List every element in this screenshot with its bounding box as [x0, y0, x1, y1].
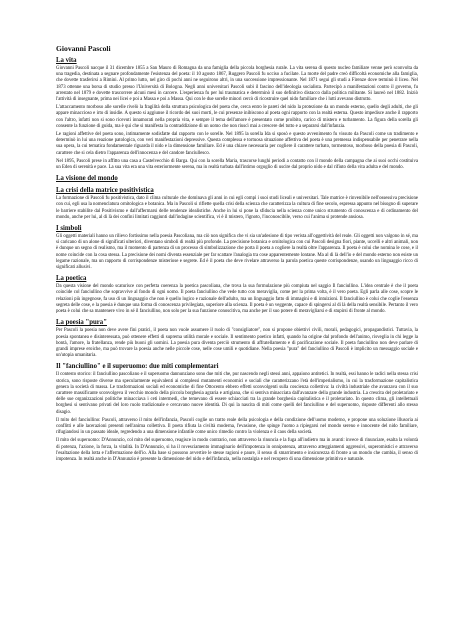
paragraph: Nel 1895, Pascoli prese in affitto una casa a Castelvecchio di Barga. Qui con la sorella Maria, trascorse lunghi periodi a contatto con il mondo della campagna che ai suoi occhi costituiva un Eden di serenità e pace. La sua vita era una vita esteriormente serena, ma in realtà turbata dall'intimo orgoglio di uscire dal proprio nido e dal rifiuto della vita adulta e del mondo. — [56, 158, 418, 171]
paragraph: Da questa visione del mondo scaturisce con perfetta coerenza la poetica pascoliana, che trova la sua formulazione più compiuta nel saggio Il fanciullino. L'idea centrale è che il poeta coincide col fanciullino che sopravvive al fondo di ogni uomo. Il poeta fanciullino che vede tutto con meraviglia, come per la prima volta, è il vero poeta. Egli parla alle cose, scopre le relazioni più ingegnose, fa uso di un linguaggio che non è quello logico e razionale dell'adulto, ma un linguaggio fatto di immagini e di intuizioni. Il fanciullino è colui che coglie l'essenza segreta delle cose, e la poesia è dunque una forma di conoscenza privilegiata, superiore alla scienza. Il poeta è un veggente, capace di spingersi al di là della realtà sensibile. Pertanto il vero poeta è colui che sa mantenere vivo in sé il fanciullino, non solo per la sua funzione conoscitiva, ma anche per il suo potere di meravigliarsi e di stupirsi di fronte al mondo. — [56, 284, 418, 315]
paragraph: L'attaccamento morboso alle sorelle rivelò la fragilità della struttura psicologica del poeta che, cerca entro le pareti del nido la protezione da un mondo esterno, quello degli adulti, che gli appare minaccioso e irto di insidie. A questo si aggiunse il ricordo dei suoi morti, le cui presenze inibiscono al poeta ogni rapporto con la realtà esterna. Questo impedisce anche il rapporto con l'altro, infatti non si sono ricevuti innamorati nella propria vita, e sempre il tema dell'amore è presentato come proibito, carico di mistero e turbamento. La figura della sorella gli consente la funzione di guida, ma è qui che si manifesta la contraddizione di un uomo che non riuscì mai a crescere del tutto e a separarsi dall'infanzia. — [56, 105, 418, 129]
section-heading-visione-del-mondo: La visione del mondo — [56, 175, 118, 183]
section-heading-la-vita: La vita — [56, 57, 77, 64]
paragraph-mito-fanciullino — [56, 418, 418, 437]
paragraph: Per Pascoli la poesia non deve avere fini pratici, il poeta non vuole assumere il ruolo di "consigliatore", non si propone obiettivi civili, morali, pedagogici, propagandistici. Tuttavia, la poesia spontanea e disinteressata, può ottenere effetti di suprema utilità morale e sociale. Il sentimento poetico infatti, quando ha origine dal profondo dell'animo, risveglia in chi legge la bontà, l'amore, la fratellanza, rende più buoni gli uomini. La poesia pura diventa perciò strumento di affratellamento e di pacificazione sociale. Il poeta fanciullino non deve parlare di grandi imprese eroiche, ma può trovare la poesia anche nelle piccole cose, nelle cose umili e quotidiane. Nella poesia "pura" del fanciullino di Pascoli è implicito un messaggio sociale e un'utopia umanitaria. — [56, 328, 418, 359]
paragraph-mito-superuomo — [56, 438, 418, 463]
paragraph-text: Il mito del fanciullino: Pascoli, attraverso il mito dell'infanzia, Pascoli coglie un tratto reale della psicologia e della condizione dell'uomo moderno, e propone una soluzione illusoria ai conflitti e alle lacerazioni presenti nell'anima collettiva. Il poeta rifiuta la civiltà moderna, l'evasione, che spinge l'uomo a ripiegarsi nel mondo sereno e innocente del nido familiare, rifugiandosi in un passato ideale, regredendo a una dimensione infantile come unico rimedio contro la violenza e il caos della società. — [56, 417, 418, 436]
paragraph: Gli oggetti materiali hanno un rilievo fortissimo nella poesia Pascoliana, ma ciò non significa che vi sia un'adesione di tipo verista all'oggettività del reale. Gli oggetti non valgono in sé, ma si caricano di un alone di significati ulteriori, diventano simboli di realtà più profonde. La precisione botanica e ornitologica con cui Pascoli designa fiori, piante, uccelli e altri animali, non è dunque un segno di realismo, ma il momento di partenza di un processo di simbolizzazione che porta il poeta a cogliere la realtà oltre l'apparenza. Il poeta è colui che nomina le cose, e il nome coincide con la cosa stessa. La precisione dei nomi diventa essenziale per far scattare l'analogia tra cose apparentemente lontane. Ma al di là dell'io e del mondo esterno non esiste un legame razionale, ma un rapporto di corrispondenze misteriose e segrete. Ed è il poeta che deve rivelare attraverso la parola poetica queste corrispondenze, usando un linguaggio ricco di significati allusivi. — [56, 234, 418, 271]
paragraph: Le ragioni affettive del poeta sono, intimamente sodisfatte dal rapporto con le sorelle. Nel 1895 la sorella Ida si sposò e questo avvenimento fu vissuto da Pascoli come un tradimento e determinò in lui una reazione patologica, con veri manifestazioni depressive. Questa complessa e tortuosa situazione affettiva del poeta è una premessa indispensabile per penetrare nella sua opera, la cui tematica fondamentale riguarda il nido e la dimensione familiare. Ed è una chiave necessaria per cogliere il carattere turbato, tormentoso, morboso della poesia di Pascoli, carattere che si cela dietro l'apparenza dell'innocenza e del candore fanciullesco. — [56, 132, 418, 156]
section-heading-simboli: I simboli — [56, 225, 82, 233]
section-heading-poesia-pura: La poesia "pura" — [56, 319, 107, 327]
paragraph-contesto-storico — [56, 372, 418, 415]
section-heading-crisi-positivistica: La crisi della matrice positivistica — [56, 187, 154, 195]
paragraph: La formazione di Pascoli fu positivistica, dato il clima culturale che dominava gli anni in cui egli compì i suoi studi liceali e universitari. Tale matrice è rinvenibile nell'ossessiva precisione con cui, egli usa la nomenclatura ornitologica e botanica. Ma in Pascoli si riflette quella crisi della scienza che caratterizza la cultura di fine secolo, espressa appunto nel bisogno di superare le barriere stabilite dal Positivismo e dall'affermarsi delle tendenze idealistiche. Anche in lui si pone la sfiducia nella scienza come unico strumento di conoscenza e di ordinamento del mondo, anche per lui, al di là dei confini limitati raggiunti dall'indagine scientifica, vi è il mistero, l'ignoto, l'inconoscibile, verso cui l'anima si protende ansiosa. — [56, 196, 418, 220]
page-title: Giovanni Pascoli — [56, 44, 111, 53]
paragraph-text: Il contesto storico: il fanciullino pascoliano e il superuomo dannunziano sono due miti che, pur nascendo negli stessi anni, appaiono antitetici. In realtà, essi hanno le radici nella stessa crisi storica, sono risposte diverse ma specularmente equivalenti ai complessi mutamenti economici e sociali che caratterizzano l'età dell'imperialismo, in cui la trasformazione capitalistica genera la società di massa. Le trasformazioni sociali ed economiche di fine Ottocento ebbero effetti sconvolgenti sulla coscienza collettiva: la civiltà industriale che avanzava con il suo carattere massificante sconvolgeva il vecchio mondo della piccola borghesia agraria e artigiana, che si sentiva minacciata dall'avanzare della grande industria. La crescita del proletariato e delle sue organizzazioni politiche minacciava i ceti intermedi, che temevano di essere schiacciati tra la grande borghesia capitalistica e il proletariato. In questo clima, gli intellettuali borghesi si sentivano privati del loro ruolo tradizionale e cercavano nuove identità. Di qui la nascita di miti come quelli del fanciullino e del superuomo, risposte differenti allo stesso disagio. — [56, 372, 418, 415]
paragraph: Giovanni Pascoli nacque il 31 dicembre 1855 a San Mauro di Romagna da una famiglia della piccola borghesia rurale. La vita serena di questo nucleo familiare venne però sconvolta da una tragedia, destinata a segnare profondamente l'esistenza del poeta: il 10 agosto 1867, Ruggero Pascoli fu ucciso a fucilate. La morte del padre creò difficoltà economiche alla famiglia, che dovette trasferirsi a Rimini. Al primo lutto, nel giro di pochi anni ne seguirono altri, in una successione impressionante. Nel 1871 segui gli studi a Firenze dove terminò il liceo. Nel 1873 ottenne una borsa di studio presso l'Università di Bologna. Negli anni universitari Pascoli subì il fascino dell'ideologia socialista. Partecipò a manifestazioni contro il governo, fu arrestato nel 1879 e dovette trascorrere alcuni mesi in carcere. L'esperienza fu per lui traumatica e determinò il suo definitivo distacco dalla politica militante. Si laureò nel 1882. Iniziò l'attività di insegnante, prima nei licei e poi a Massa e poi a Massa. Qui con le due sorelle minori cercò di ricostruire quel nido familiare che i lutti avevano distrutto. — [56, 66, 418, 103]
paragraph-text: Il mito del superuomo: D'Annunzio, col mito del superuomo, reagisce in modo contrario, non attraverso la rinuncia e la fuga all'indietro ma in avanti: invece di rinunciare, esalta la volontà di potenza, l'azione, la forza, la vitalità. In D'Annunzio, si ha il rovesciamento immaginario dell'impotenza in onnipotenza, attraverso atteggiamenti aggressivi, superomistici e attraverso l'esaltazione della lotta e l'affermazione dell'io. Alla base si possono avvertire le stesse ragioni e paure, il senso di smarrimento e insicurezza di fronte a un mondo che cambia, il senso di impotenza. In realtà anche in D'Annunzio è presente la dimensione del nido e dell'infanzia, nella nostalgia e nel recupero di una dimensione primitiva e naturale. — [56, 438, 418, 462]
section-heading-fanciullino-superuomo: Il "fanciullino" e il superuomo: due miti complementari — [56, 363, 219, 371]
section-heading-poetica: La poetica — [56, 275, 87, 283]
